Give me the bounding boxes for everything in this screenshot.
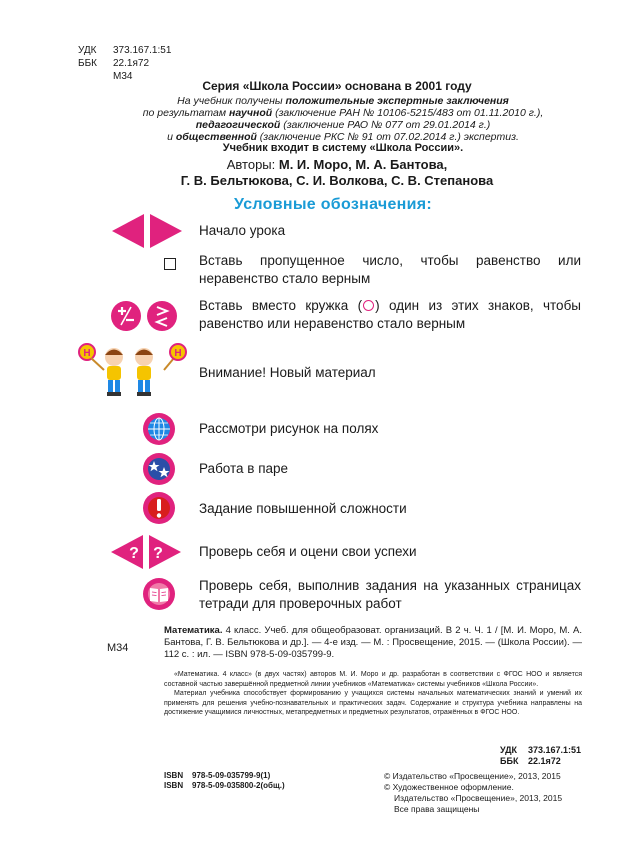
svg-text:Н: Н xyxy=(83,348,91,359)
system-note: Учебник входит в систему «Школа России». xyxy=(222,142,464,154)
copyright-block: © Издательство «Просвещение», 2013, 2015 © Художественное оформление. Издательство «Просвещение», 2013, 2015 Все права защищены xyxy=(384,771,563,814)
svg-text:?: ? xyxy=(153,545,163,562)
catalog-entry: Математика. 4 класс. Учеб. для общеобразоват. организаций. В 2 ч. Ч. 1 / [М. И. Моро, М. А. Бантова, Г. В. Бельтюкова и др.]. — 4-е изд. — М. : Просвещение, 2015. — (Школа России). — 112 с. : ил. — ISBN 978-5-09-035799-9. xyxy=(164,625,582,660)
self-check-icon xyxy=(110,533,182,571)
bbk-row: ББК 22.1я72 xyxy=(78,58,150,69)
expert-conclusions: На учебник получены положительные экспертные заключения по результатам научной (заключение РАН № 10106-5215/483 от 01.11.2010 г.), педагогической (заключение РАО № 077 от 29.01.2014 г.) и общественной (заключение РКС № 91 от 07.02.2014 г.) экспертиз. xyxy=(142,95,544,143)
authors xyxy=(18,157,638,189)
legend-title: Условные обозначения: xyxy=(233,196,433,213)
svg-text:Н: Н xyxy=(174,348,182,359)
annotation: «Математика. 4 класс» (в двух частях) авторов М. И. Моро и др. разработан в соответствии с ФГОС НОО и является составной частью завершённой предметной линии учебников «Математика» системы учебников «Школа России». Материал учебника способствует формированию у учащихся системы начальных математических знаний и умений их применять для решения учебно-познавательных и практических задач. Содержание и структура учебника направлены на достижение учащимися личностных, метапредметных и предметных результатов, отражённых в ФГОС НОО. xyxy=(164,671,582,717)
isbn-block: ISBN 978-5-09-035799-9(1) ISBN 978-5-09-035800-2(общ.) xyxy=(164,771,285,790)
circle-glyph-icon xyxy=(363,300,374,311)
catalog-code: М34 xyxy=(107,642,129,654)
margin-picture-icon xyxy=(142,412,176,446)
authors-label: Авторы: xyxy=(226,157,279,172)
operation-signs-icon xyxy=(110,299,180,333)
new-material-kids-icon xyxy=(78,340,188,402)
udk-bottom-block: УДК 373.167.1:51 ББК 22.1я72 xyxy=(500,745,582,766)
workbook-icon xyxy=(142,577,176,611)
code-row: М34 xyxy=(113,71,133,82)
hard-task-icon xyxy=(142,491,176,525)
svg-text:?: ? xyxy=(129,545,139,562)
pair-work-icon xyxy=(142,452,176,486)
udk-top-block xyxy=(78,44,171,83)
empty-square-icon xyxy=(164,258,176,270)
authors-line-1: М. И. Моро, М. А. Бантова, xyxy=(278,157,448,172)
udk-row: УДК 373.167.1:51 xyxy=(78,45,172,56)
authors-line-2: Г. В. Бельтюкова, С. И. Волкова, С. В. Степанова xyxy=(180,173,494,188)
start-lesson-icon xyxy=(111,212,183,250)
series-line: Серия «Школа России» основана в 2001 году xyxy=(202,79,472,93)
